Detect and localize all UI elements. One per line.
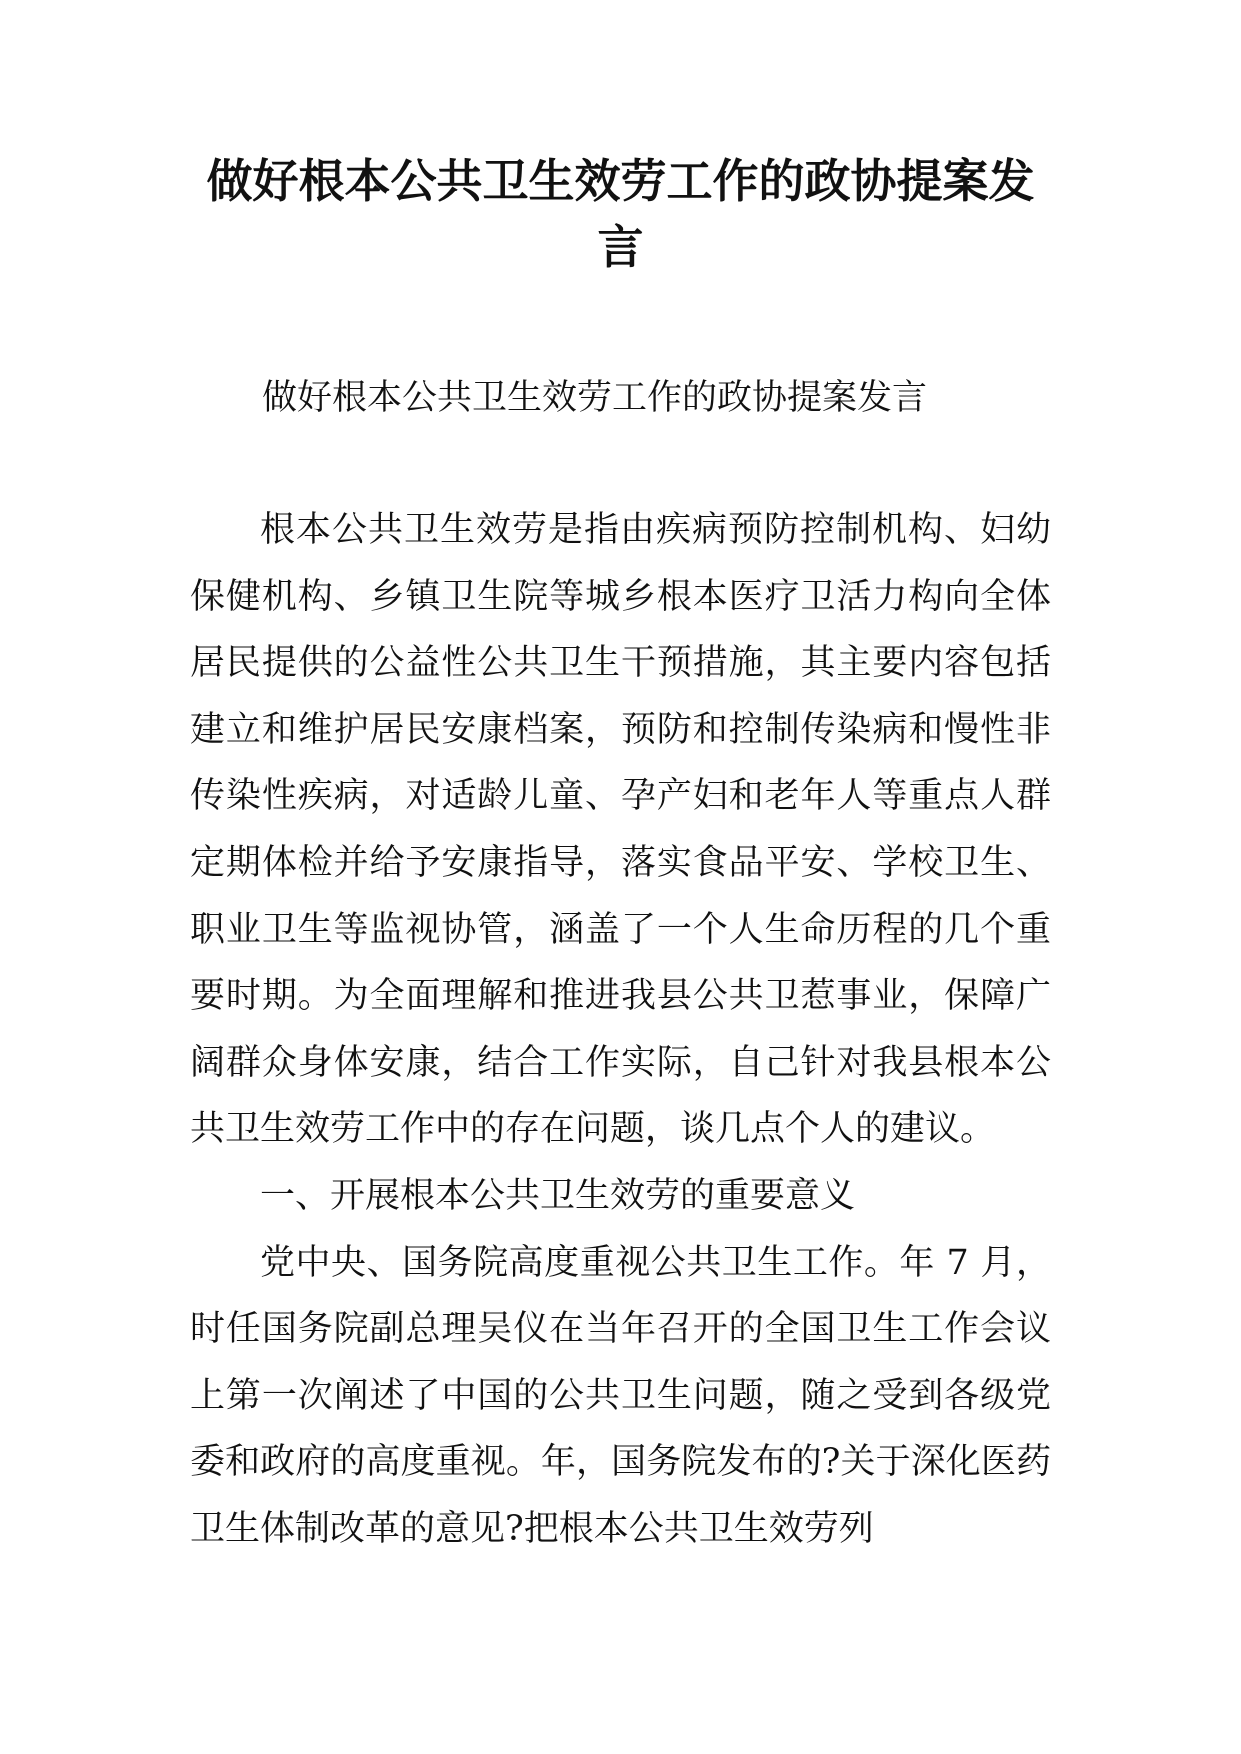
document-subtitle: 做好根本公共卫生效劳工作的政协提案发言 [262, 378, 928, 418]
document-title: 做好根本公共卫生效劳工作的政协提案发言 [206, 154, 1035, 274]
paragraph-section-1: 党中央、国务院高度重视公共卫生工作。年 7 月，时任国务院副总理吴仪在当年召开的全国卫生工作会议上第一次阐述了中国的公共卫生问题，随之受到各级党委和政府的高度重视。年，国务院发布的?关于深化医药卫生体制改革的意见?把根本公共卫生效劳列 [190, 1242, 1051, 1549]
paragraph-intro: 根本公共卫生效劳是指由疾病预防控制机构、妇幼保健机构、乡镇卫生院等城乡根本医疗卫活力构向全体居民提供的公益性公共卫生干预措施，其主要内容包括建立和维护居民安康档案，预防和控制传染病和慢性非传染性疾病，对适龄儿童、孕产妇和老年人等重点人群定期体检并给予安康指导，落实食品平安、学校卫生、职业卫生等监视协管，涵盖了一个人生命历程的几个重要时期。为全面理解和推进我县公共卫惹事业，保障广阔群众身体安康，结合工作实际，自己针对我县根本公共卫生效劳工作中的存在问题，谈几点个人的建议。 [190, 510, 1051, 1150]
section-heading: 一、开展根本公共卫生效劳的重要意义 [260, 1175, 856, 1216]
document-body [190, 497, 1051, 1563]
